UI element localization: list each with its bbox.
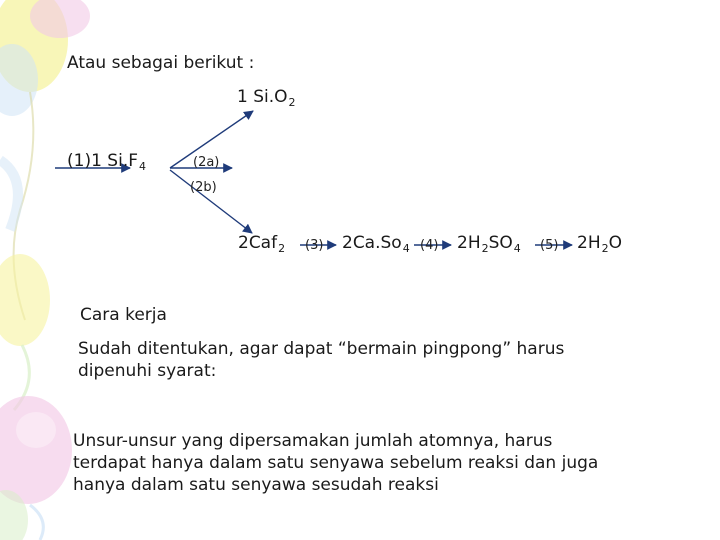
paragraph-requirements: Sudah ditentukan, agar dapat “bermain pingpong” harus dipenuhi syarat: — [78, 339, 565, 381]
compound-caf2: 2Caf$_2$ — [238, 233, 286, 255]
paragraph-rule: Unsur-unsur yang dipersamakan jumlah atomnya, harus terdapat hanya dalam satu senyawa sebelum reaksi dan juga hanya dalam satu senyawa sesudah reaksi — [73, 431, 599, 495]
compound-caso4: $2Ca.So_4$ — [342, 233, 410, 255]
compound-sio2: 1 $Si.O_2$ — [237, 87, 296, 109]
step-3-label: (3) — [305, 238, 324, 253]
heading: Atau sebagai berikut : — [67, 53, 255, 73]
section-title: Cara kerja — [80, 305, 167, 325]
compound-sif4: (1)1 $Si.F_4$ — [67, 151, 146, 173]
step-5-label: (5) — [540, 238, 559, 253]
step-2a-label: (2a) — [193, 155, 220, 170]
step-2b-label: (2b) — [190, 180, 217, 195]
step-4-label: (4) — [420, 238, 439, 253]
compound-h2o: $2H_2O$ — [577, 233, 622, 255]
compound-h2so4: $2H_2SO_4$ — [457, 233, 521, 255]
